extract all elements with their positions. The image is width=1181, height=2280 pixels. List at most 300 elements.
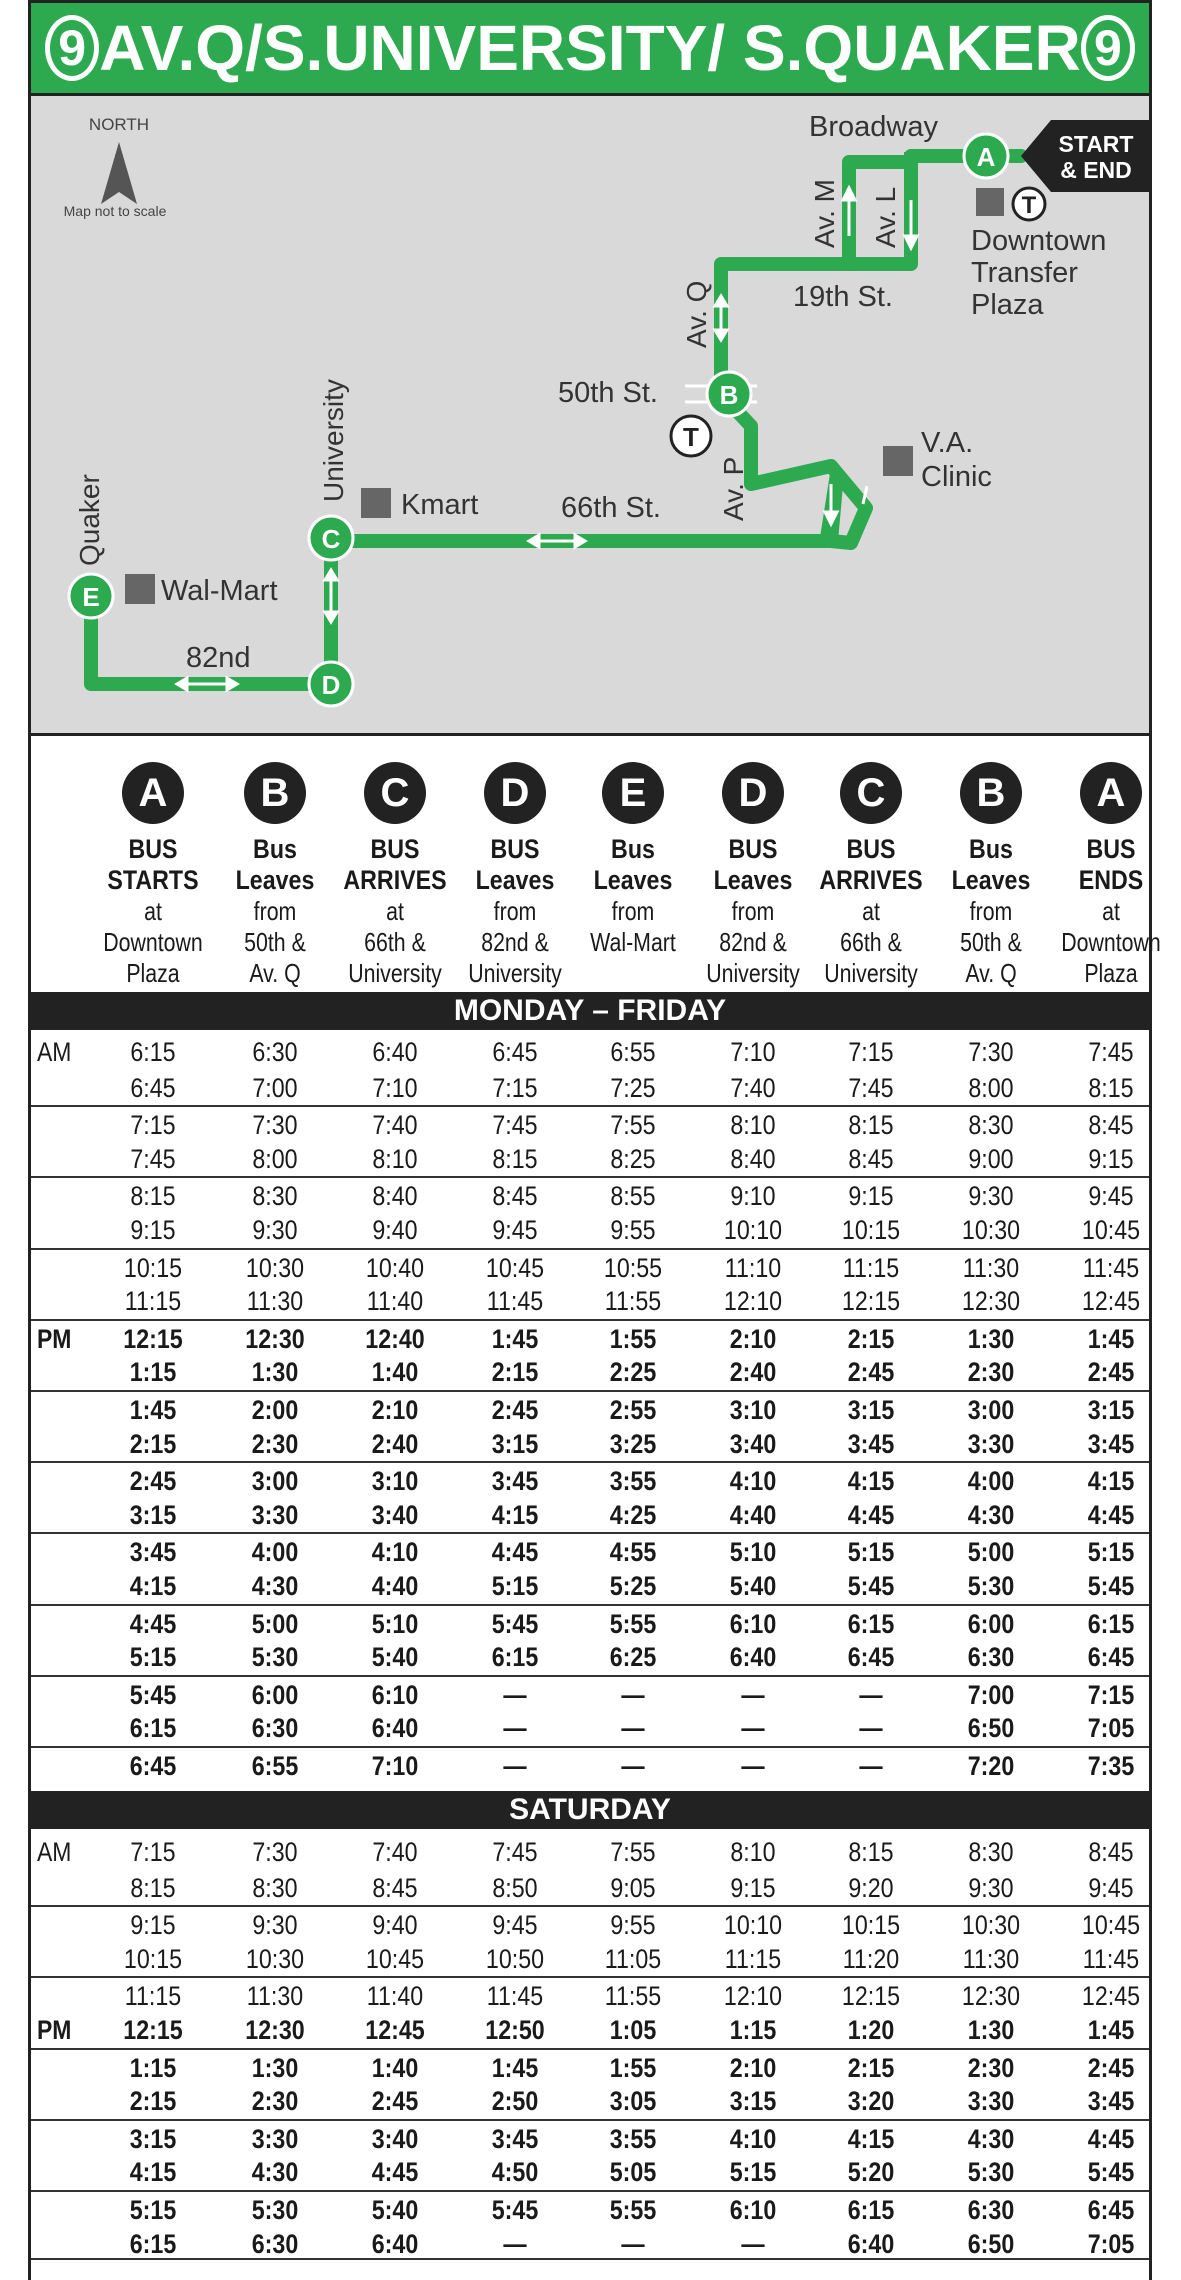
time-cell: 7:15 bbox=[492, 1072, 538, 1103]
kmart-marker bbox=[361, 488, 391, 518]
time-cell: 9:05 bbox=[610, 1872, 656, 1903]
time-cell: 3:45 bbox=[1087, 2086, 1135, 2117]
time-cell: 9:40 bbox=[372, 1910, 418, 1941]
time-cell: 2:45 bbox=[1087, 1357, 1135, 1388]
stop-header-line-3: from bbox=[493, 896, 537, 926]
time-cell: 6:15 bbox=[129, 2228, 177, 2259]
time-cell: 10:10 bbox=[723, 1215, 783, 1245]
time-cell: 7:45 bbox=[492, 1110, 538, 1141]
route-map-svg bbox=[31, 96, 1149, 733]
street-av-p: Av. P bbox=[718, 456, 749, 521]
time-cell: 5:15 bbox=[491, 1571, 539, 1601]
map-scale-note: Map not to scale bbox=[63, 203, 167, 219]
time-cell: 7:15 bbox=[130, 1110, 176, 1141]
time-cell: 4:45 bbox=[847, 1499, 895, 1530]
time-cell: 6:40 bbox=[729, 1642, 777, 1673]
time-cell: 7:45 bbox=[848, 1072, 894, 1103]
ampm-label: AM bbox=[37, 1837, 72, 1867]
time-cell: 4:15 bbox=[129, 2157, 177, 2188]
time-cell: 6:15 bbox=[130, 1037, 176, 1067]
table-row bbox=[31, 2083, 1149, 2119]
time-cell: 8:15 bbox=[492, 1143, 538, 1174]
time-cell: 9:30 bbox=[252, 1910, 298, 1941]
street-50th: 50th St. bbox=[558, 377, 658, 409]
time-cell: 2:30 bbox=[967, 2052, 1015, 2083]
time-cell: 8:00 bbox=[252, 1143, 298, 1174]
time-cell: 4:15 bbox=[1087, 1466, 1135, 1497]
time-cell: 2:10 bbox=[729, 2052, 777, 2083]
time-cell: 9:15 bbox=[848, 1181, 894, 1212]
stop-header-line-1: Bus bbox=[969, 834, 1013, 864]
stop-header-line-3: at bbox=[386, 896, 404, 926]
time-cell: 4:45 bbox=[1087, 1499, 1135, 1530]
time-cell: 10:55 bbox=[603, 1252, 663, 1283]
time-cell: 11:15 bbox=[724, 1943, 782, 1974]
time-cell: — bbox=[503, 1751, 527, 1781]
stop-header-line-5: Plaza bbox=[126, 958, 180, 988]
stop-letter-icon: A bbox=[1080, 762, 1142, 824]
time-cell: 2:10 bbox=[371, 1395, 419, 1425]
time-cell: — bbox=[741, 2228, 765, 2259]
time-cell: 1:40 bbox=[371, 1357, 419, 1388]
time-cell: 11:55 bbox=[604, 1981, 662, 2012]
time-cell: — bbox=[621, 1713, 645, 1744]
time-cell: 5:30 bbox=[967, 1571, 1015, 1601]
time-cell: — bbox=[503, 1679, 527, 1710]
time-cell: 6:10 bbox=[729, 2195, 777, 2225]
stop-header-line-4: 50th & bbox=[960, 927, 1022, 957]
time-cell: 5:10 bbox=[371, 1608, 419, 1639]
time-cell: 5:45 bbox=[1087, 2157, 1135, 2188]
time-cell: 6:15 bbox=[491, 1642, 539, 1673]
time-cell: 3:45 bbox=[491, 1466, 539, 1497]
stop-header-7 bbox=[929, 762, 1053, 989]
time-cell: 1:30 bbox=[967, 1323, 1015, 1354]
time-cell: 3:45 bbox=[1087, 1428, 1135, 1459]
stop-header-line-3: at bbox=[1102, 896, 1120, 926]
time-cell: 11:15 bbox=[124, 1286, 182, 1317]
time-cell: 3:15 bbox=[491, 1428, 539, 1459]
landmark-downtown-2: Transfer bbox=[971, 257, 1078, 289]
table-row bbox=[31, 2048, 1149, 2086]
time-cell: 8:45 bbox=[848, 1143, 894, 1174]
stop-header-line-2: ARRIVES bbox=[343, 865, 447, 895]
time-cell: — bbox=[859, 1679, 883, 1710]
route-number-badge-left: 9 bbox=[45, 15, 99, 81]
time-cell: 2:25 bbox=[609, 1357, 657, 1388]
time-cell: 4:15 bbox=[129, 1571, 177, 1601]
time-cell: 5:15 bbox=[847, 1537, 895, 1568]
time-cell: 4:30 bbox=[251, 2157, 299, 2188]
ampm-label: PM bbox=[37, 1323, 72, 1354]
time-cell: 2:45 bbox=[371, 2086, 419, 2117]
time-cell: 4:15 bbox=[491, 1499, 539, 1530]
time-cell: 4:30 bbox=[967, 1499, 1015, 1530]
time-cell: 3:20 bbox=[847, 2086, 895, 2117]
stop-header-line-2: ARRIVES bbox=[819, 865, 923, 895]
time-cell: 12:15 bbox=[123, 2015, 183, 2045]
time-cell: — bbox=[621, 1751, 645, 1781]
table-row bbox=[31, 1461, 1149, 1499]
time-cell: 6:45 bbox=[1087, 2195, 1135, 2225]
time-cell: 3:00 bbox=[251, 1466, 299, 1497]
time-cell: 6:50 bbox=[967, 1713, 1015, 1744]
time-cell: 6:45 bbox=[492, 1037, 538, 1067]
time-cell: 5:45 bbox=[129, 1679, 177, 1710]
stop-header-line-5: University bbox=[824, 958, 918, 988]
time-cell: 3:30 bbox=[251, 2123, 299, 2154]
stop-header-line-4: 66th & bbox=[364, 927, 426, 957]
time-cell: 2:15 bbox=[129, 2086, 177, 2117]
time-cell: 12:15 bbox=[841, 1981, 901, 2012]
time-cell: 12:30 bbox=[961, 1981, 1021, 2012]
time-cell: 4:45 bbox=[371, 2157, 419, 2188]
stops-header bbox=[31, 740, 1161, 990]
stop-header-line-5: University bbox=[348, 958, 442, 988]
time-cell: 11:40 bbox=[366, 1286, 424, 1317]
time-cell: 9:15 bbox=[730, 1872, 776, 1903]
ampm-label: AM bbox=[37, 1037, 72, 1067]
time-cell: 11:15 bbox=[124, 1981, 182, 2012]
time-cell: — bbox=[859, 1713, 883, 1744]
time-cell: 7:05 bbox=[1087, 2228, 1135, 2259]
table-row bbox=[31, 1354, 1149, 1390]
stop-header-line-1: Bus bbox=[611, 834, 655, 864]
landmark-va-1: V.A. bbox=[921, 427, 974, 459]
stop-marker-a bbox=[964, 134, 1008, 178]
time-cell: 4:30 bbox=[967, 2123, 1015, 2154]
time-cell: 5:45 bbox=[491, 2195, 539, 2225]
time-cell: 6:30 bbox=[967, 2195, 1015, 2225]
time-cell: — bbox=[503, 2228, 527, 2259]
time-cell: 3:15 bbox=[129, 1499, 177, 1530]
street-av-q: Av. Q bbox=[681, 280, 712, 348]
stop-marker-b-letter: B bbox=[719, 380, 739, 410]
time-cell: 6:50 bbox=[967, 2228, 1015, 2259]
time-cell: 1:30 bbox=[967, 2015, 1015, 2045]
bottom-rule bbox=[31, 2258, 1149, 2260]
saturday-section-bar: SATURDAY bbox=[28, 1791, 1152, 1829]
time-cell: 12:15 bbox=[841, 1286, 901, 1317]
time-cell: 11:45 bbox=[1082, 1943, 1140, 1974]
stop-header-line-3: from bbox=[731, 896, 775, 926]
time-cell: 4:00 bbox=[251, 1537, 299, 1568]
table-row bbox=[31, 1675, 1149, 1713]
time-cell: 6:15 bbox=[847, 2195, 895, 2225]
time-cell: 2:45 bbox=[1087, 2052, 1135, 2083]
table-row bbox=[31, 1976, 1149, 2014]
time-cell: 2:30 bbox=[251, 1428, 299, 1459]
table-row bbox=[31, 2119, 1149, 2157]
time-cell: 4:10 bbox=[729, 2123, 777, 2154]
time-cell: 1:15 bbox=[729, 2015, 777, 2045]
route-title: AV.Q/S.UNIVERSITY/ S.QUAKER bbox=[99, 12, 1081, 84]
time-cell: 3:40 bbox=[371, 2123, 419, 2154]
time-cell: 3:55 bbox=[609, 2123, 657, 2154]
time-cell: 5:25 bbox=[609, 1571, 657, 1601]
time-cell: — bbox=[741, 1751, 765, 1781]
stop-marker-a-letter: A bbox=[976, 142, 996, 172]
time-cell: 1:45 bbox=[491, 2052, 539, 2083]
table-row bbox=[31, 1319, 1149, 1357]
time-cell: 2:15 bbox=[847, 2052, 895, 2083]
time-cell: 3:15 bbox=[847, 1395, 895, 1425]
time-cell: 10:15 bbox=[123, 1252, 183, 1283]
stop-letter-icon: A bbox=[122, 762, 184, 824]
time-cell: 2:40 bbox=[729, 1357, 777, 1388]
time-cell: 6:25 bbox=[609, 1642, 657, 1673]
time-cell: 4:45 bbox=[1087, 2123, 1135, 2154]
stop-header-line-4: 66th & bbox=[840, 927, 902, 957]
landmark-va-2: Clinic bbox=[921, 461, 992, 493]
time-cell: 8:25 bbox=[610, 1143, 656, 1174]
time-cell: 8:40 bbox=[730, 1143, 776, 1174]
time-cell: 3:40 bbox=[371, 1499, 419, 1530]
time-cell: 11:05 bbox=[604, 1943, 662, 1974]
stop-header-line-3: from bbox=[969, 896, 1013, 926]
time-cell: 1:45 bbox=[491, 1323, 539, 1354]
table-row bbox=[31, 1834, 1149, 1870]
time-cell: 7:20 bbox=[967, 1751, 1015, 1781]
street-av-l: Av. L bbox=[870, 186, 901, 248]
time-cell: 10:50 bbox=[485, 1943, 545, 1974]
stop-header-line-1: BUS bbox=[1086, 834, 1136, 864]
time-cell: 6:00 bbox=[967, 1608, 1015, 1639]
time-cell: 1:40 bbox=[371, 2052, 419, 2083]
time-cell: — bbox=[621, 1679, 645, 1710]
time-cell: 5:00 bbox=[967, 1537, 1015, 1568]
table-row bbox=[31, 1212, 1149, 1248]
time-cell: 2:55 bbox=[609, 1395, 657, 1425]
time-cell: 5:30 bbox=[251, 1642, 299, 1673]
time-cell: 10:30 bbox=[961, 1910, 1021, 1941]
time-cell: 6:55 bbox=[610, 1037, 656, 1067]
time-cell: 1:55 bbox=[609, 1323, 657, 1354]
time-cell: — bbox=[503, 1713, 527, 1744]
time-cell: 9:30 bbox=[968, 1872, 1014, 1903]
north-label: NORTH bbox=[88, 115, 150, 134]
stop-header-line-3: at bbox=[862, 896, 880, 926]
stop-header-line-3: from bbox=[611, 896, 655, 926]
time-cell: 10:45 bbox=[1081, 1215, 1141, 1245]
street-66th: 66th St. bbox=[561, 492, 661, 524]
stop-header-line-2: Leaves bbox=[713, 865, 793, 895]
time-cell: 2:50 bbox=[491, 2086, 539, 2117]
time-cell: 3:25 bbox=[609, 1428, 657, 1459]
street-19th: 19th St. bbox=[793, 281, 893, 313]
time-cell: 4:15 bbox=[847, 2123, 895, 2154]
table-row bbox=[31, 1497, 1149, 1533]
time-cell: 11:45 bbox=[486, 1981, 544, 2012]
street-broadway: Broadway bbox=[809, 111, 938, 143]
time-cell: 1:20 bbox=[847, 2015, 895, 2045]
time-cell: 2:45 bbox=[847, 1357, 895, 1388]
stop-header-1 bbox=[213, 762, 337, 989]
weekday-section-bar: MONDAY – FRIDAY bbox=[28, 992, 1152, 1030]
time-cell: 3:10 bbox=[371, 1466, 419, 1497]
time-cell: 9:15 bbox=[1088, 1143, 1134, 1174]
time-cell: — bbox=[621, 2228, 645, 2259]
time-cell: 1:30 bbox=[251, 2052, 299, 2083]
time-cell: 6:30 bbox=[252, 1037, 298, 1067]
time-cell: 8:45 bbox=[1088, 1837, 1134, 1867]
time-cell: 10:30 bbox=[961, 1215, 1021, 1245]
time-cell: 3:45 bbox=[491, 2123, 539, 2154]
time-cell: 12:10 bbox=[723, 1981, 783, 2012]
time-cell: 4:10 bbox=[729, 1466, 777, 1497]
time-cell: 11:30 bbox=[962, 1252, 1020, 1283]
time-cell: — bbox=[741, 1679, 765, 1710]
stop-header-line-4: 82nd & bbox=[481, 927, 549, 957]
landmark-downtown-1: Downtown bbox=[971, 225, 1107, 257]
stop-header-2 bbox=[333, 762, 457, 989]
time-cell: 2:40 bbox=[371, 1428, 419, 1459]
time-cell: 12:40 bbox=[365, 1323, 425, 1354]
stop-letter-icon: C bbox=[840, 762, 902, 824]
time-cell: 4:50 bbox=[491, 2157, 539, 2188]
time-cell: 10:45 bbox=[365, 1943, 425, 1974]
time-cell: 5:55 bbox=[609, 2195, 657, 2225]
time-cell: 7:10 bbox=[372, 1072, 418, 1103]
time-cell: 3:15 bbox=[1087, 1395, 1135, 1425]
street-av-m: Av. M bbox=[809, 179, 840, 248]
walmart-marker bbox=[125, 574, 155, 604]
stop-letter-icon: D bbox=[484, 762, 546, 824]
time-cell: 12:45 bbox=[365, 2015, 425, 2045]
table-row bbox=[31, 2190, 1149, 2228]
time-cell: 6:40 bbox=[847, 2228, 895, 2259]
time-cell: 6:30 bbox=[251, 2228, 299, 2259]
stop-letter-icon: E bbox=[602, 762, 664, 824]
time-cell: 9:45 bbox=[492, 1215, 538, 1245]
time-cell: 5:40 bbox=[371, 2195, 419, 2225]
time-cell: 9:45 bbox=[1088, 1872, 1134, 1903]
time-cell: 9:00 bbox=[968, 1143, 1014, 1174]
stop-header-line-2: Leaves bbox=[235, 865, 315, 895]
time-cell: 7:15 bbox=[1087, 1679, 1135, 1710]
time-cell: 1:15 bbox=[129, 2052, 177, 2083]
start-end-label-2: & END bbox=[1060, 157, 1132, 183]
time-cell: 9:30 bbox=[252, 1215, 298, 1245]
table-row bbox=[31, 1639, 1149, 1675]
time-cell: 5:45 bbox=[1087, 1571, 1135, 1601]
time-cell: 10:40 bbox=[365, 1252, 425, 1283]
time-cell: 7:15 bbox=[848, 1037, 894, 1067]
time-cell: 3:55 bbox=[609, 1466, 657, 1497]
table-row bbox=[31, 1941, 1149, 1977]
landmark-downtown-3: Plaza bbox=[971, 289, 1044, 321]
time-cell: 6:15 bbox=[1087, 1608, 1135, 1639]
time-cell: 7:55 bbox=[610, 1837, 656, 1867]
time-cell: 5:10 bbox=[729, 1537, 777, 1568]
time-cell: 9:15 bbox=[130, 1215, 176, 1245]
time-cell: 11:55 bbox=[604, 1286, 662, 1317]
time-cell: 11:30 bbox=[246, 1981, 304, 2012]
time-cell: 8:15 bbox=[848, 1110, 894, 1141]
time-cell: 11:40 bbox=[366, 1981, 424, 2012]
landmark-walmart: Wal-Mart bbox=[161, 575, 278, 607]
time-cell: 4:25 bbox=[609, 1499, 657, 1530]
table-row bbox=[31, 1248, 1149, 1286]
stop-header-line-1: BUS bbox=[846, 834, 896, 864]
time-cell: 2:15 bbox=[129, 1428, 177, 1459]
time-cell: 3:05 bbox=[609, 2086, 657, 2117]
table-row bbox=[31, 1176, 1149, 1214]
stop-marker-c bbox=[309, 516, 353, 560]
time-cell: 6:55 bbox=[251, 1751, 299, 1781]
stop-header-line-1: BUS bbox=[370, 834, 420, 864]
time-cell: 4:15 bbox=[847, 1466, 895, 1497]
time-cell: 5:40 bbox=[371, 1642, 419, 1673]
time-cell: 6:30 bbox=[251, 1713, 299, 1744]
time-cell: 10:15 bbox=[123, 1943, 183, 1974]
time-cell: 5:30 bbox=[967, 2157, 1015, 2188]
table-row bbox=[31, 1532, 1149, 1570]
time-cell: 12:50 bbox=[485, 2015, 545, 2045]
time-cell: 9:20 bbox=[848, 1872, 894, 1903]
time-cell: 4:10 bbox=[371, 1537, 419, 1568]
stop-header-line-1: BUS bbox=[128, 834, 178, 864]
time-cell: 8:15 bbox=[130, 1872, 176, 1903]
table-row bbox=[31, 1746, 1149, 1784]
street-university: University bbox=[318, 379, 349, 502]
table-row bbox=[31, 1426, 1149, 1462]
transfer-symbol-downtown: T bbox=[1021, 192, 1037, 219]
stop-header-4 bbox=[571, 762, 695, 958]
time-cell: 4:40 bbox=[729, 1499, 777, 1530]
time-cell: 12:30 bbox=[961, 1286, 1021, 1317]
stop-header-line-2: Leaves bbox=[951, 865, 1031, 895]
table-row bbox=[31, 1034, 1149, 1070]
time-cell: 9:55 bbox=[610, 1215, 656, 1245]
time-cell: 1:05 bbox=[609, 2015, 657, 2045]
time-cell: 6:15 bbox=[129, 1713, 177, 1744]
time-cell: 2:00 bbox=[251, 1395, 299, 1425]
time-cell: 5:15 bbox=[129, 2195, 177, 2225]
time-cell: 12:45 bbox=[1081, 1981, 1141, 2012]
time-cell: 1:15 bbox=[129, 1357, 177, 1388]
time-cell: 5:15 bbox=[129, 1642, 177, 1673]
time-cell: 5:00 bbox=[251, 1608, 299, 1639]
stop-header-0 bbox=[91, 762, 215, 989]
stop-header-line-5: University bbox=[468, 958, 562, 988]
time-cell: 2:45 bbox=[491, 1395, 539, 1425]
va-clinic-marker bbox=[883, 446, 913, 476]
table-row bbox=[31, 2226, 1149, 2262]
stop-header-line-4: Wal-Mart bbox=[590, 927, 676, 957]
time-cell: 9:45 bbox=[1088, 1181, 1134, 1212]
stop-marker-e-letter: E bbox=[82, 582, 100, 612]
time-cell: 3:00 bbox=[967, 1395, 1015, 1425]
time-cell: 8:40 bbox=[372, 1181, 418, 1212]
stop-letter-icon: C bbox=[364, 762, 426, 824]
table-row bbox=[31, 2012, 1149, 2048]
time-cell: 1:45 bbox=[1087, 1323, 1135, 1354]
time-cell: 4:55 bbox=[609, 1537, 657, 1568]
time-cell: 3:45 bbox=[847, 1428, 895, 1459]
time-cell: 5:40 bbox=[729, 1571, 777, 1601]
stop-marker-d-letter: D bbox=[321, 670, 341, 700]
time-cell: — bbox=[741, 1713, 765, 1744]
stop-header-line-3: from bbox=[253, 896, 297, 926]
time-cell: 6:45 bbox=[129, 1751, 177, 1781]
time-cell: 2:30 bbox=[967, 1357, 1015, 1388]
time-cell: 8:45 bbox=[372, 1872, 418, 1903]
time-cell: 10:15 bbox=[841, 1215, 901, 1245]
time-cell: 8:45 bbox=[492, 1181, 538, 1212]
table-row bbox=[31, 1905, 1149, 1943]
time-cell: 7:00 bbox=[967, 1679, 1015, 1710]
